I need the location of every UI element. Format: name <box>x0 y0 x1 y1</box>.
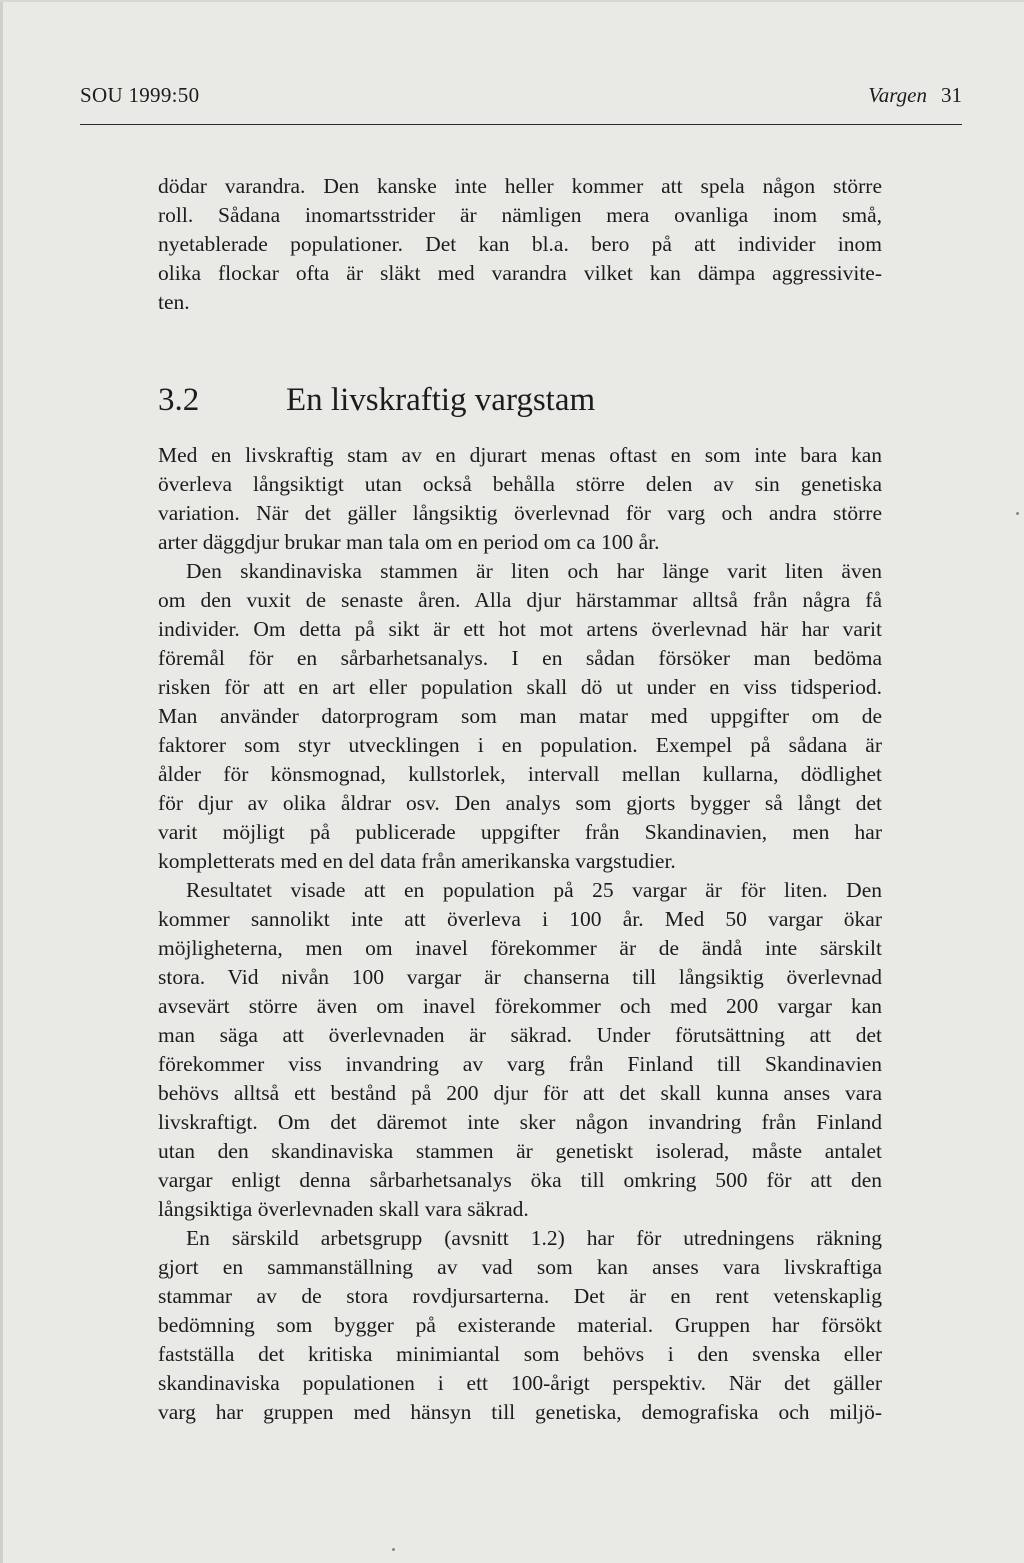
text-line: fastställa det kritiska minimiantal som behövs i den svenska eller <box>158 1342 882 1366</box>
text-line: Man använder datorprogram som man matar med uppgifter om de <box>158 704 882 728</box>
section-body <box>158 441 882 1427</box>
text-line: varg har gruppen med hänsyn till genetiska, demografiska och miljö- <box>158 1400 882 1424</box>
text-line: förekommer viss invandring av varg från Finland till Skandinavien <box>158 1052 882 1076</box>
text-line: faktorer som styr utvecklingen i en population. Exempel på sådana är <box>158 733 882 757</box>
page-edge <box>0 0 3 1563</box>
intro-paragraph <box>158 172 882 317</box>
text-line: individer. Om detta på sikt är ett hot mot artens överlevnad här har varit <box>158 617 882 641</box>
text-line: En särskild arbetsgrupp (avsnitt 1.2) har för utredningens räkning <box>186 1226 882 1250</box>
text-line: långsiktiga överlevnaden skall vara säkrad. <box>158 1197 529 1221</box>
text-line: gjort en sammanställning av vad som kan anses vara livskraftiga <box>158 1255 882 1279</box>
text-line: roll. Sådana inomartsstrider är nämligen mera ovanliga inom små, <box>158 203 882 227</box>
scan-speck <box>392 1548 395 1551</box>
text-line: föremål för en sårbarhetsanalys. I en sådan försöker man bedöma <box>158 646 882 670</box>
page-number: 31 <box>941 83 962 107</box>
text-line: arter däggdjur brukar man tala om en period om ca 100 år. <box>158 530 660 554</box>
text-line: för djur av olika åldrar osv. Den analys som gjorts bygger så långt det <box>158 791 882 815</box>
text-line: överleva långsiktigt utan också behålla större delen av sin genetiska <box>158 472 882 496</box>
text-line: man säga att överlevnaden är säkrad. Under förutsättning att det <box>158 1023 882 1047</box>
text-line: vargar enligt denna sårbarhetsanalys öka till omkring 500 för att den <box>158 1168 882 1192</box>
running-header <box>80 83 962 113</box>
chapter-and-page <box>868 83 962 108</box>
header-rule <box>80 124 962 125</box>
text-line: Den skandinaviska stammen är liten och har länge varit liten även <box>186 559 882 583</box>
text-line: kommer sannolikt inte att överleva i 100 år. Med 50 vargar ökar <box>158 907 882 931</box>
text-line: skandinaviska populationen i ett 100-årigt perspektiv. När det gäller <box>158 1371 882 1395</box>
text-line: stammar av de stora rovdjursarterna. Det är en rent vetenskaplig <box>158 1284 882 1308</box>
text-line: risken för att en art eller population skall dö ut under en viss tidsperiod. <box>158 675 882 699</box>
page-edge-top <box>0 0 1024 2</box>
text-line: dödar varandra. Den kanske inte heller kommer att spela någon större <box>158 174 882 198</box>
scan-speck <box>1016 512 1019 515</box>
text-line: stora. Vid nivån 100 vargar är chanserna till långsiktig överlevnad <box>158 965 882 989</box>
text-line: om den vuxit de senaste åren. Alla djur härstammar alltså från några få <box>158 588 882 612</box>
text-line: bedömning som bygger på existerande material. Gruppen har försökt <box>158 1313 882 1337</box>
text-line: utan den skandinaviska stammen är genetiskt isolerad, måste antalet <box>158 1139 882 1163</box>
text-line: variation. När det gäller långsiktig överlevnad för varg och andra större <box>158 501 882 525</box>
text-line: ten. <box>158 290 190 314</box>
text-line: Resultatet visade att en population på 25 vargar är för liten. Den <box>186 878 882 902</box>
text-line: livskraftigt. Om det däremot inte sker någon invandring från Finland <box>158 1110 882 1134</box>
text-line: ålder för könsmognad, kullstorlek, intervall mellan kullarna, dödlighet <box>158 762 882 786</box>
text-line: kompletterats med en del data från amerikanska vargstudier. <box>158 849 676 873</box>
section-number: 3.2 <box>158 382 200 418</box>
report-series-label: SOU 1999:50 <box>80 83 200 107</box>
chapter-title: Vargen <box>868 83 927 107</box>
section-title: En livskraftig vargstam <box>286 382 596 418</box>
text-line: nyetablerade populationer. Det kan bl.a. bero på att individer inom <box>158 232 882 256</box>
text-line: Med en livskraftig stam av en djurart menas oftast en som inte bara kan <box>158 443 882 467</box>
text-line: olika flockar ofta är släkt med varandra vilket kan dämpa aggressivite- <box>158 261 882 285</box>
section-heading <box>158 378 595 422</box>
text-line: avsevärt större även om inavel förekommer och med 200 vargar kan <box>158 994 882 1018</box>
text-line: möjligheterna, men om inavel förekommer är de ändå inte särskilt <box>158 936 882 960</box>
text-line: varit möjligt på publicerade uppgifter från Skandinavien, men har <box>158 820 882 844</box>
text-line: behövs alltså ett bestånd på 200 djur för att det skall kunna anses vara <box>158 1081 882 1105</box>
